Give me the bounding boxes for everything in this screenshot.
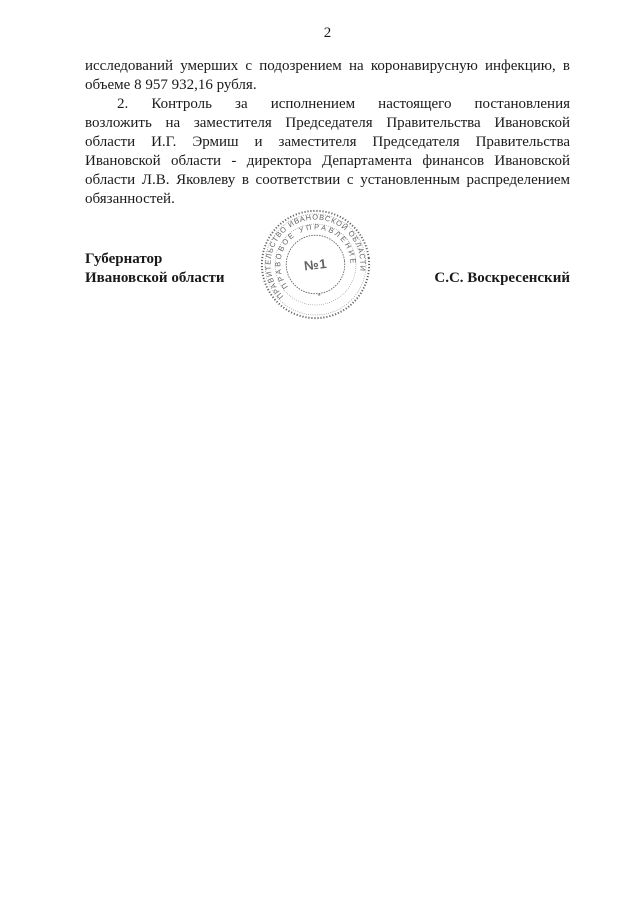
paragraph: [85, 57, 570, 95]
signature-title-line1: Губернатор: [85, 251, 163, 267]
signature-name: С.С. Воскресенский: [434, 270, 570, 286]
stamp-outer-text: ПРАВИТЕЛЬСТВО ИВАНОВСКОЙ ОБЛАСТИ: [263, 212, 368, 301]
body-line: объеме 8 957 932,16 рубля.: [85, 77, 257, 93]
document-body: [85, 57, 570, 209]
body-line: обязанностей.: [85, 191, 175, 207]
stamp-group: [257, 206, 374, 323]
stamp-center-number: №1: [303, 255, 328, 274]
legal-stamp-seal: [257, 206, 374, 323]
signature-title-line2: Ивановской области: [85, 270, 225, 286]
body-line: области И.Г. Эрмиш и заместителя Председателя Правительства: [85, 134, 570, 150]
stamp-star-separator: *: [317, 291, 322, 301]
paragraph: [85, 95, 570, 209]
body-line: исследований умерших с подозрением на коронавирусную инфекцию, в: [85, 58, 570, 74]
body-line: области Л.В. Яковлеву в соответствии с установленным распределением: [85, 172, 570, 188]
stamp-inner-text: ПРАВОВОЕ УПРАВЛЕНИЕ: [273, 222, 358, 291]
body-line: 2. Контроль за исполнением настоящего постановления: [117, 96, 570, 112]
body-line: возложить на заместителя Председателя Правительства Ивановской: [85, 115, 570, 131]
body-line: Ивановской области - директора Департамента финансов Ивановской: [85, 153, 570, 169]
page-number: 2: [323, 25, 332, 41]
